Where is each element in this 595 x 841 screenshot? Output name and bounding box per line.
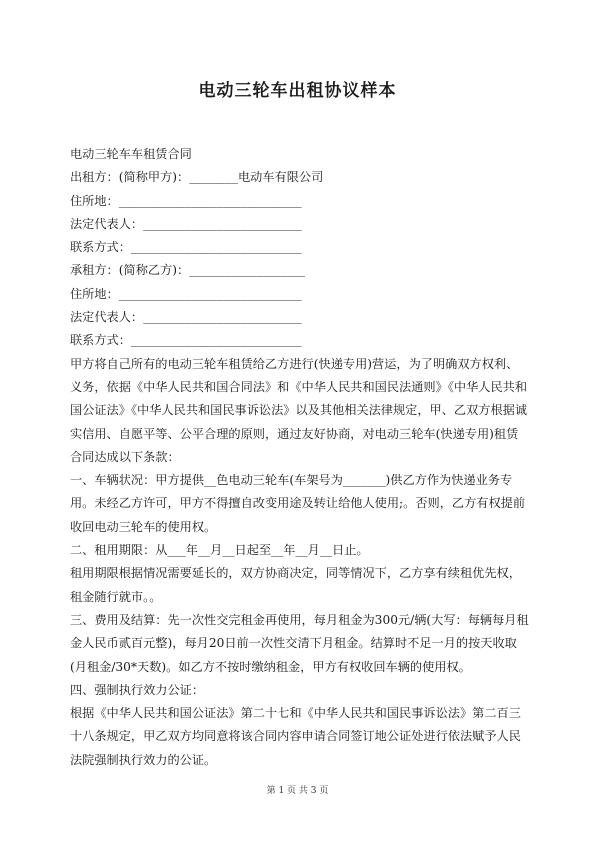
lessee-address-line: 住所地：______________________________ xyxy=(70,286,302,301)
lessor-representative-line: 法定代表人：__________________________ xyxy=(70,216,302,231)
notarization-paragraph: 根据《中华人民共和国公证法》第二十七和《中华人民共和国民事诉讼法》第二百三十八条规定，甲乙双方均同意将该合同内容申请合同签订地公证处进行依法赋予人民法院强制执行效力的公证。 xyxy=(70,706,521,767)
preamble-paragraph: 甲方将自己所有的电动三轮车租赁给乙方进行(快递专用)营运，为了明确双方权利、义务，依据《中华人民共和国合同法》和《中华人民共和国民法通则》《中华人民共和国公证法》《中华人民共和国民事诉讼法》以及其他相关法律规定，甲、乙双方根据诚实信用、自愿平等、公平合理的原则，通过友好协商，对电动三轮车(快递专用)租赁合同达成以下条款： xyxy=(70,356,528,464)
clause-notarization-heading: 四、强制执行效力公证： xyxy=(70,682,205,697)
clause-vehicle-condition: 一、车辆状况：甲方提供__色电动三轮车(车架号为_______)供乙方作为快递业务专用。未经乙方许可，甲方不得擅自改变用途及转让给他人使用;。否则，乙方有权提前收回电动三轮车的使用权。 xyxy=(70,473,526,534)
clause-fees-settlement: 三、费用及结算：先一次性交完租金再使用，每月租金为300元/辆(大写：每辆每月租金人民币贰百元整)，每月20日前一次性交清下月租金。结算时不足一月的按天收取(月租金/30*天数)。如乙方不按时缴纳租金，甲方有权收回车辆的使用权。 xyxy=(70,612,529,674)
lessee-representative-line: 法定代表人：__________________________ xyxy=(70,310,302,325)
rental-extension-paragraph: 租用期限根据情况需要延长的，双方协商决定，同等情况下，乙方享有续租优先权，租金随行就市。。 xyxy=(70,566,521,604)
lessee-name-line: 承租方：(简称乙方)：___________________ xyxy=(70,263,305,278)
lessor-name-line: 出租方：(简称甲方)：________电动车有限公司 xyxy=(70,170,324,185)
lessor-address-line: 住所地：______________________________ xyxy=(70,193,302,208)
page-number-footer: 第 1 页 共 3 页 xyxy=(266,786,329,796)
document-body xyxy=(70,143,530,772)
lessor-contact-line: 联系方式：____________________________ xyxy=(70,240,302,255)
clause-rental-period: 二、租用期限：从___年__月__日起至__年__月__日止。 xyxy=(70,543,369,558)
contract-heading: 电动三轮车车租赁合同 xyxy=(70,147,192,161)
document-title: 电动三轮车出租协议样本 xyxy=(198,81,397,101)
lessee-contact-line: 联系方式：____________________________ xyxy=(70,333,302,348)
